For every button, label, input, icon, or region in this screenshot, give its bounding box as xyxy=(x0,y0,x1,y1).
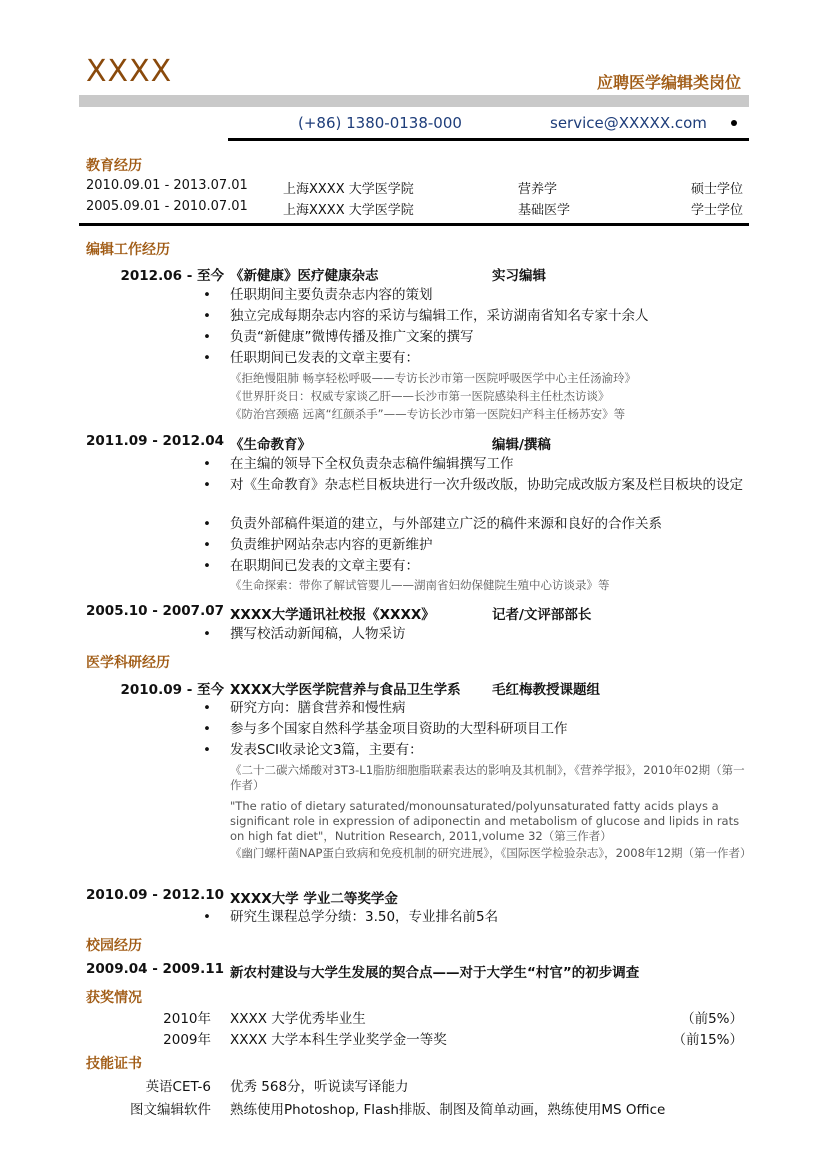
award-year: 2010年 xyxy=(163,1011,211,1027)
job-date: 2005.10 - 2007.07 xyxy=(86,603,224,619)
job-role: 记者/文评部部长 xyxy=(492,607,592,623)
award-rank: （前5%） xyxy=(681,1011,743,1027)
job-date: 2012.06 - 至今 xyxy=(120,268,224,284)
job-organization: XXXX大学通讯社校报《XXXX》 xyxy=(230,607,435,623)
job-role: 编辑/撰稿 xyxy=(492,437,551,453)
article-title: 《拒绝慢阻肺 畅享轻松呼吸——专访长沙市第一医院呼吸医学中心主任汤渝玲》 xyxy=(230,371,637,385)
edu-major: 营养学 xyxy=(518,182,558,197)
section-title-research: 医学科研经历 xyxy=(86,655,170,671)
article-title: "The ratio of dietary saturated/monounsaturated/polyunsaturated fatty acids plays a significant role in expression of adiponectin and metabolism of glucose and lipids in rats on high fat diet"，Nutrition Research, 2011,volume 32（第三作者） xyxy=(230,799,740,843)
article-title: 《二十二碳六烯酸对3T3-L1脂肪细胞脂联素表达的影响及其机制》，《营养学报》，2010年02期（第一作者） xyxy=(230,763,745,792)
section-title-editing: 编辑工作经历 xyxy=(86,242,170,258)
bullet-dot-icon xyxy=(731,120,737,126)
skill-row xyxy=(86,1075,743,1095)
email-address[interactable]: service@XXXXX.com xyxy=(550,114,707,132)
edu-degree: 学士学位 xyxy=(690,203,743,218)
job-organization: 新农村建设与大学生发展的契合点——对于大学生“村官”的初步调查 xyxy=(230,965,640,981)
edu-school: 上海XXXX 大学医学院 xyxy=(283,182,414,197)
job-date: 2010.09 - 2012.10 xyxy=(86,887,224,903)
award-row xyxy=(86,1028,743,1048)
award-rank: （前15%） xyxy=(672,1032,743,1048)
education-row xyxy=(86,178,743,198)
skill-value: 优秀 568分，听说读写译能力 xyxy=(230,1079,409,1095)
job-role: 毛红梅教授课题组 xyxy=(492,682,600,698)
education-divider xyxy=(79,223,749,226)
job-organization: XXXX大学 学业二等奖学金 xyxy=(230,891,398,907)
edu-degree: 硕士学位 xyxy=(690,182,743,197)
job-organization: 《新健康》医疗健康杂志 xyxy=(230,268,379,284)
section-title-skills: 技能证书 xyxy=(86,1056,142,1072)
section-title-awards: 获奖情况 xyxy=(86,990,142,1006)
contact-divider xyxy=(228,138,749,141)
job-heading xyxy=(86,887,756,907)
education-row xyxy=(86,199,743,219)
job-date: 2010.09 - 至今 xyxy=(120,682,224,698)
article-title: 《幽门螺杆菌NAP蛋白致病和免疫机制的研究进展》，《国际医学检验杂志》，2008年12期（第一作者） xyxy=(230,846,752,860)
job-heading xyxy=(86,678,756,698)
article-title: 《生命探索：带你了解试管婴儿——湖南省妇幼保健院生殖中心访谈录》等 xyxy=(230,578,610,592)
job-heading xyxy=(86,961,756,981)
candidate-name: XXXX xyxy=(86,54,173,89)
article-title: 《世界肝炎日：权威专家谈乙肝——长沙市第一医院感染科主任杜杰访谈》 xyxy=(230,389,610,403)
article-title: 《防治宫颈癌 远离“红颜杀手”——专访长沙市第一医院妇产科主任杨苏安》等 xyxy=(230,407,626,421)
phone-number: (+86) 1380-0138-000 xyxy=(298,114,462,132)
edu-school: 上海XXXX 大学医学院 xyxy=(283,203,414,218)
job-organization: XXXX大学医学院营养与食品卫生学系 xyxy=(230,682,461,698)
award-row xyxy=(86,1007,743,1027)
skill-label: 图文编辑软件 xyxy=(130,1102,211,1118)
section-title-education: 教育经历 xyxy=(86,158,142,174)
award-title: XXXX 大学优秀毕业生 xyxy=(230,1011,366,1027)
skill-value: 熟练使用Photoshop, Flash排版、制图及简单动画，熟练使用MS Office xyxy=(230,1102,666,1118)
job-organization: 《生命教育》 xyxy=(230,437,311,453)
job-role: 实习编辑 xyxy=(492,268,546,284)
job-date: 2011.09 - 2012.04 xyxy=(86,433,224,449)
job-heading xyxy=(86,264,756,284)
job-date: 2009.04 - 2009.11 xyxy=(86,961,224,977)
edu-period: 2005.09.01 - 2010.07.01 xyxy=(86,199,248,214)
edu-period: 2010.09.01 - 2013.07.01 xyxy=(86,178,248,193)
skill-row xyxy=(86,1098,743,1118)
award-year: 2009年 xyxy=(163,1032,211,1048)
section-title-campus: 校园经历 xyxy=(86,938,142,954)
applied-position: 应聘医学编辑类岗位 xyxy=(596,73,741,92)
job-heading xyxy=(86,603,756,623)
job-heading xyxy=(86,433,756,453)
skill-label: 英语CET-6 xyxy=(145,1079,211,1095)
header-divider xyxy=(79,95,749,107)
award-title: XXXX 大学本科生学业奖学金一等奖 xyxy=(230,1032,447,1048)
edu-major: 基础医学 xyxy=(518,203,571,218)
